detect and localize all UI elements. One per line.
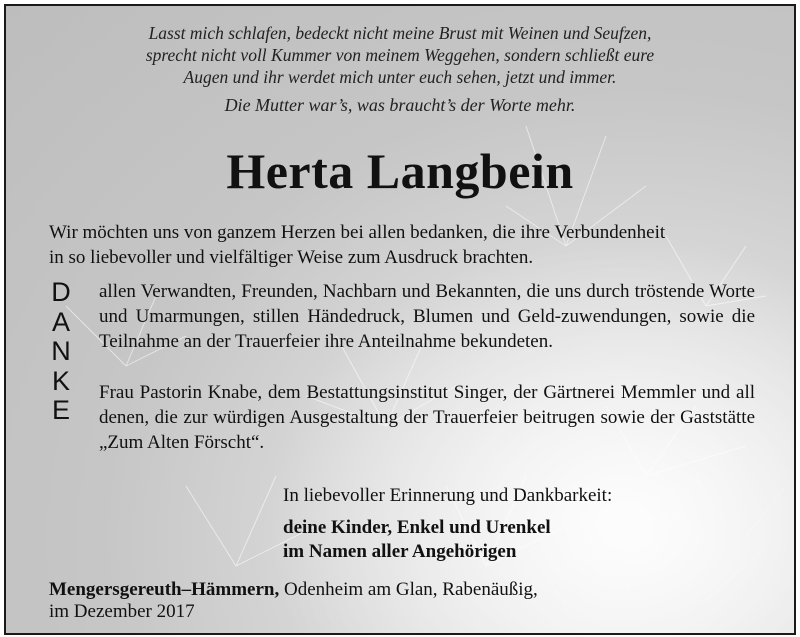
signer-line: im Namen aller Angehörigen [283, 541, 517, 562]
danke-letter: A [51, 306, 70, 337]
verse-block [6, 22, 794, 88]
danke-letter: N [51, 336, 71, 366]
danke-vertical [46, 278, 76, 426]
deceased-name: Herta Langbein [226, 143, 574, 199]
thanks-intro [49, 220, 764, 270]
place-line [49, 579, 538, 601]
date-line: im Dezember 2017 [49, 601, 195, 622]
verse-line: sprecht nicht voll Kummer von meinem Weggehen, sondern schließt eure [145, 45, 655, 65]
signer-line: deine Kinder, Enkel und Urenkel [283, 517, 551, 538]
verse-line: Augen und ihr werdet mich unter euch sehen, jetzt und immer. [183, 67, 617, 87]
danke-letter: K [51, 365, 70, 396]
intro-line: Wir möchten uns von ganzem Herzen bei allen bedanken, die ihre Verbundenheit [49, 222, 666, 243]
mother-quote: Die Mutter war’s, was braucht’s der Worte mehr. [224, 95, 576, 115]
signers-block [283, 516, 551, 564]
intro-line: in so liebevoller und vielfältiger Weise zum Ausdruck brachten. [49, 247, 534, 268]
danke-letter: E [51, 395, 70, 425]
obituary-content [6, 6, 794, 633]
danke-letter: D [51, 277, 71, 307]
obituary-card [4, 4, 796, 635]
place-date-block [49, 579, 538, 623]
verse-line: Lasst mich schlafen, bedeckt nicht meine Brust mit Weinen und Seufzen, [148, 23, 652, 43]
thanks-paragraph-relatives: allen Verwandten, Freunden, Nachbarn und Bekannten, die uns durch tröstende Worte und Umarmungen, stillen Händedruck, Blumen und Geld-zuwendungen, sowie die Teilnahme an der Trauerfeier ihre Anteilnahme bekundeten. [99, 281, 755, 352]
closing-line: In liebevoller Erinnerung und Dankbarkeit: [283, 485, 613, 506]
place-primary: Mengersgereuth–Hämmern, [49, 579, 280, 600]
thanks-paragraph-services: Frau Pastorin Knabe, dem Bestattungsinstitut Singer, der Gärtnerei Memmler und all denen, die zur würdigen Ausgestaltung der Trauerfeier beitrugen sowie der Gaststätte „Zum Alten Förscht“. [99, 382, 755, 453]
place-secondary: Odenheim am Glan, Rabenäußig, [279, 579, 538, 600]
